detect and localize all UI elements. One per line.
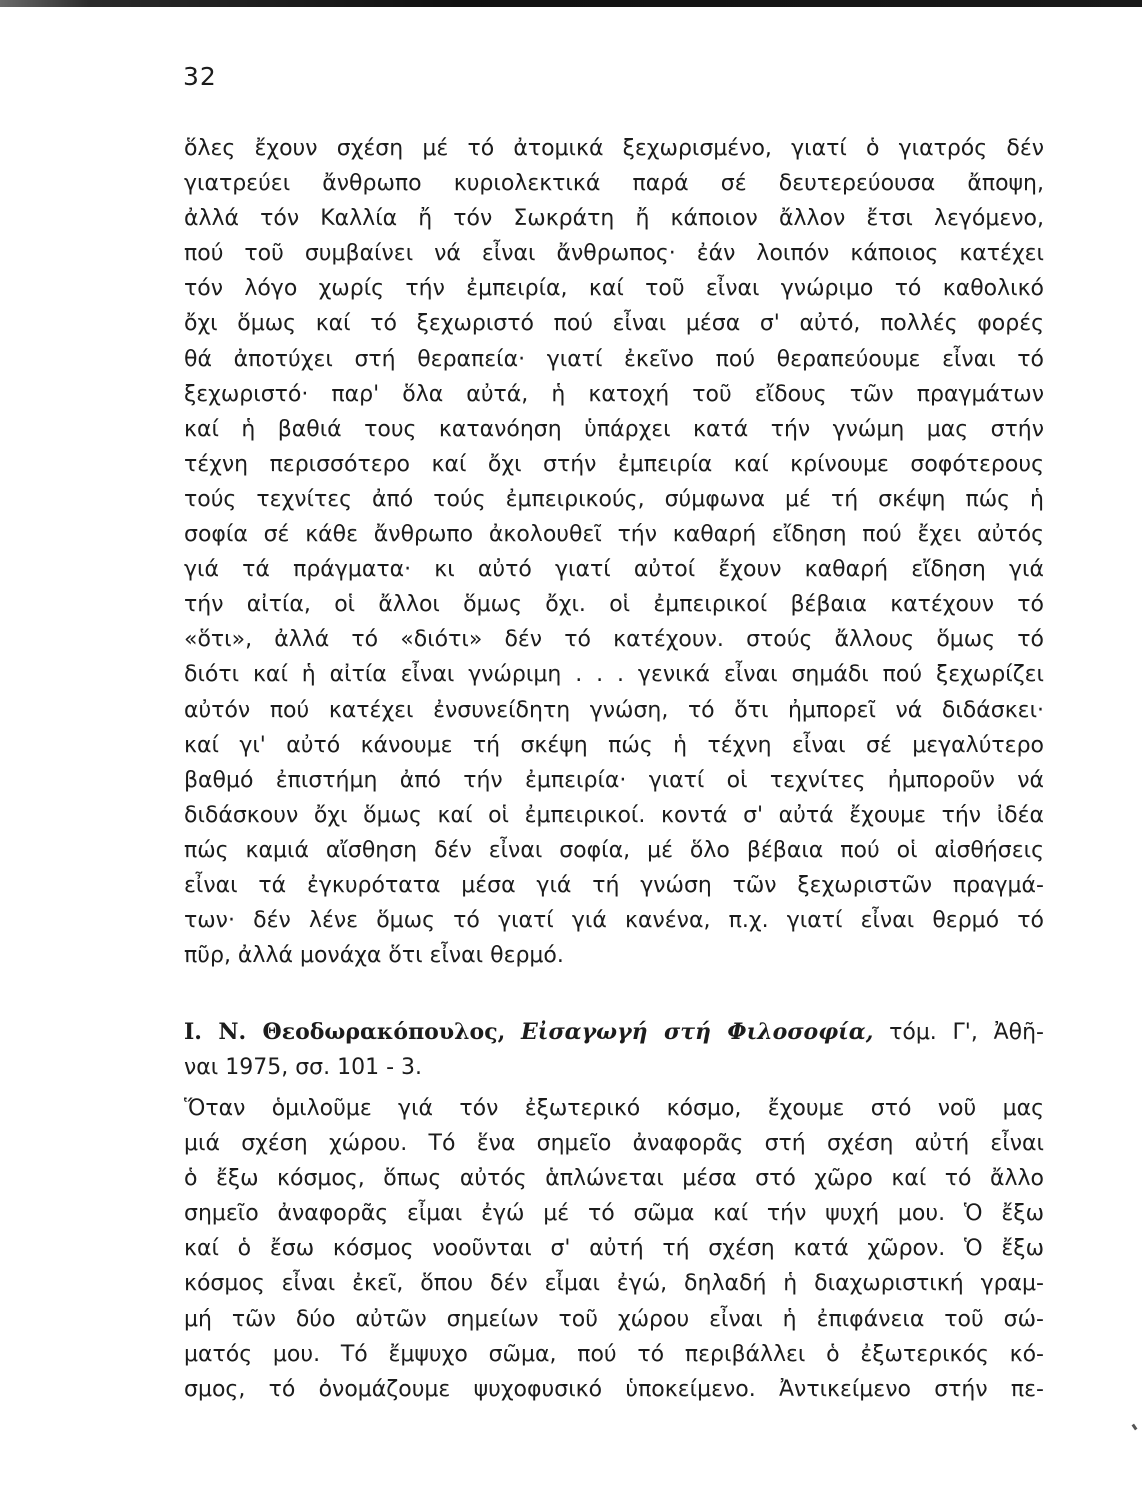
text-line: καί ἡ βαθιά τους κατανόηση ὑπάρχει κατά τήν γνώμη μας στήν (184, 416, 1044, 442)
text-line: αὐτόν πού κατέχει ἐνσυνείδητη γνώση, τό ὅτι ἠμπορεῖ νά διδάσκει· (184, 697, 1044, 723)
text-line: διδάσκουν ὄχι ὅμως καί οἱ ἐμπειρικοί. κοντά σ' αὐτά ἔχουμε τήν ἰδέα (184, 802, 1044, 828)
text-line: καί ὁ ἔσω κόσμος νοοῦνται σ' αὐτή τή σχέση κατά χῶρον. Ὁ ἔξω (184, 1236, 1044, 1262)
text-line: Ὅταν ὁμιλοῦμε γιά τόν ἐξωτερικό κόσμο, ἔχουμε στό νοῦ μας (184, 1096, 1044, 1121)
citation-line (184, 1050, 1044, 1085)
text-line: κόσμος εἶναι ἐκεῖ, ὅπου δέν εἶμαι ἐγώ, δηλαδή ἡ διαχωριστική γραμ- (184, 1271, 1044, 1297)
text-line: μιά σχέση χώρου. Τό ἕνα σημεῖο ἀναφορᾶς στή σχέση αὐτή εἶναι (184, 1131, 1044, 1157)
citation-author: Ι. Ν. Θεοδωρακόπουλος, (184, 1019, 506, 1045)
text-line: μή τῶν δύο αὐτῶν σημείων τοῦ χώρου εἶναι ἡ ἐπιφάνεια τοῦ σώ- (184, 1306, 1044, 1332)
text-line: τούς τεχνίτες ἀπό τούς ἐμπειρικούς, σύμφωνα μέ τή σκέψη πώς ἡ (184, 486, 1044, 512)
text-line: σοφία σέ κάθε ἄνθρωπο ἀκολουθεῖ τήν καθαρή εἴδηση πού ἔχει αὐτός (184, 522, 1044, 548)
page-number: 32 (183, 62, 217, 91)
text-line: καί γι' αὐτό κάνουμε τή σκέψη πώς ἡ τέχνη εἶναι σέ μεγαλύτερο (184, 732, 1044, 758)
citation-volume: τόμ. Γ', (889, 1020, 978, 1045)
citation-pages: σσ. 101 - 3. (295, 1055, 423, 1081)
text-line: «ὅτι», ἀλλά τό «διότι» δέν τό κατέχουν. στούς ἄλλους ὅμως τό (184, 627, 1044, 653)
text-line: τήν αἰτία, οἱ ἄλλοι ὅμως ὄχι. οἱ ἐμπειρικοί βέβαια κατέχουν τό (184, 592, 1044, 618)
text-line: πώς καμιά αἴσθηση δέν εἶναι σοφία, μέ ὅλο βέβαια πού οἱ αἰσθήσεις (184, 837, 1044, 863)
quote-paragraph (184, 1091, 1044, 1407)
text-line: ξεχωριστό· παρ' ὅλα αὐτά, ἡ κατοχή τοῦ εἴδους τῶν πραγμάτων (184, 381, 1044, 407)
text-line: διότι καί ἡ αἰτία εἶναι γνώριμη . . . γενικά εἶναι σημάδι πού ξεχωρίζει (184, 662, 1044, 688)
citation (184, 1015, 1044, 1085)
text-line: πού τοῦ συμβαίνει νά εἶναι ἄνθρωπος· ἐάν λοιπόν κάποιος κατέχει (184, 241, 1044, 267)
text-line: εἶναι τά ἐγκυρότατα μέσα γιά τή γνώση τῶν ξεχωριστῶν πραγμά- (184, 872, 1044, 898)
citation-place: Ἀθῆ- (993, 1020, 1044, 1045)
citation-line (184, 1015, 1044, 1050)
text-line: σμος, τό ὀνομάζουμε ψυχοφυσικό ὑποκείμενο. Ἀντικείμενο στήν πε- (184, 1376, 1044, 1402)
scan-border (0, 0, 1142, 7)
text-line: ὁ ἔξω κόσμος, ὅπως αὐτός ἁπλώνεται μέσα στό χῶρο καί τό ἄλλο (184, 1166, 1044, 1192)
text-line: των· δέν λένε ὅμως τό γιατί γιά κανένα, π.χ. γιατί εἶναι θερμό τό (184, 908, 1044, 934)
text-line: θά ἀποτύχει στή θεραπεία· γιατί ἐκεῖνο πού θεραπεύουμε εἶναι τό (184, 346, 1044, 372)
text-line: ματός μου. Τό ἔμψυχο σῶμα, πού τό περιβάλλει ὁ ἐξωτερικός κό- (184, 1341, 1044, 1367)
text-line: τέχνη περισσότερο καί ὄχι στήν ἐμπειρία καί κρίνουμε σοφότερους (184, 451, 1044, 477)
text-line: ὄχι ὅμως καί τό ξεχωριστό πού εἶναι μέσα σ' αὐτό, πολλές φορές (184, 311, 1044, 337)
text-line: ἀλλά τόν Καλλία ἤ τόν Σωκράτη ἤ κάποιον ἄλλον ἔτσι λεγόμενο, (184, 206, 1044, 232)
citation-year: 1975, (225, 1055, 289, 1081)
text-line: σημεῖο ἀναφορᾶς εἶμαι ἐγώ μέ τό σῶμα καί τήν ψυχή μου. Ὁ ἔξω (184, 1201, 1044, 1227)
text-line: γιά τά πράγματα· κι αὐτό γιατί αὐτοί ἔχουν καθαρή εἴδηση γιά (184, 557, 1044, 583)
text-line: βαθμό ἐπιστήμη ἀπό τήν ἐμπειρία· γιατί οἱ τεχνίτες ἠμποροῦν νά (184, 767, 1044, 793)
scan-speck (1132, 1424, 1138, 1431)
text-line: τόν λόγο χωρίς τήν ἐμπειρία, καί τοῦ εἶναι γνώριμο τό καθολικό (184, 276, 1044, 302)
main-paragraph (184, 131, 1044, 973)
citation-place-end: ναι (184, 1055, 219, 1081)
text-line: γιατρεύει ἄνθρωπο κυριολεκτικά παρά σέ δευτερεύουσα ἄποψη, (184, 171, 1044, 197)
citation-title: Εἰσαγωγή στή Φιλοσοφία, (521, 1019, 874, 1045)
text-line: ὅλες ἔχουν σχέση μέ τό ἀτομικά ξεχωρισμένο, γιατί ὁ γιατρός δέν (184, 136, 1044, 161)
text-line: πῦρ, ἀλλά μονάχα ὅτι εἶναι θερμό. (184, 943, 564, 969)
